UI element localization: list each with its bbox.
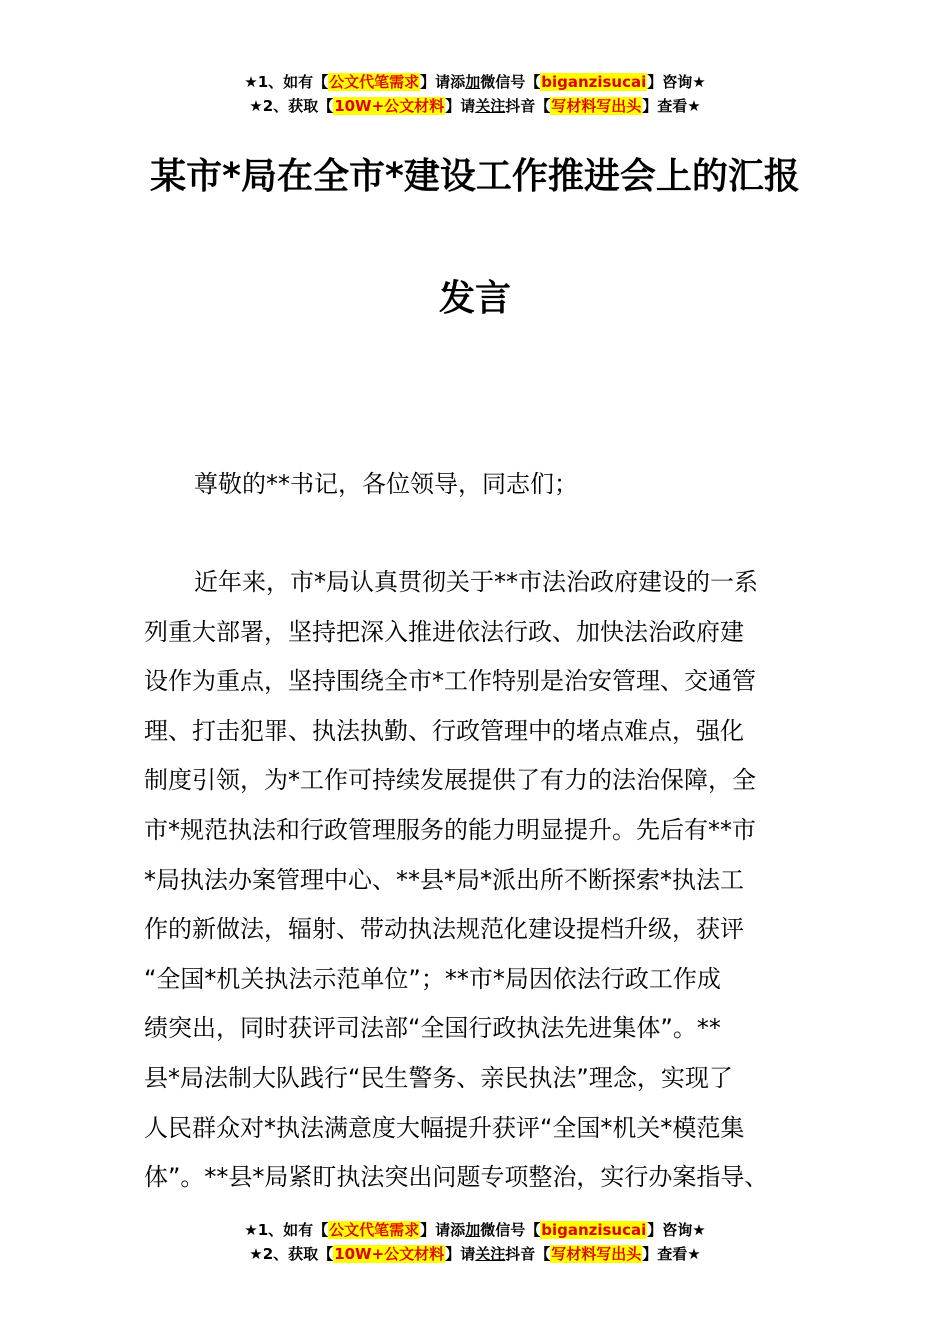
footer-banner — [0, 1218, 950, 1266]
body-paragraph — [144, 558, 824, 1203]
paragraph-line: 市*规范执法和行政管理服务的能力明显提升。先后有**市 — [144, 815, 756, 844]
highlight-wechat-id: biganzisucai — [541, 73, 647, 91]
paragraph-line: 理、打击犯罪、执法执勤、行政管理中的堵点难点，强化 — [144, 716, 744, 745]
paragraph-line: 近年来，市*局认真贯彻关于**市法治政府建设的一系 — [194, 568, 758, 596]
highlight-service: 公文代笔需求 — [329, 1221, 420, 1239]
highlight-wechat-id: biganzisucai — [541, 1221, 647, 1239]
paragraph-line: 人民群众对*执法满意度大幅提升获评“全国*机关*模范集 — [144, 1113, 745, 1142]
document-title-line-1: 某市*局在全市*建设工作推进会上的汇报 — [150, 156, 800, 197]
highlight-materials: 10W+公文材料 — [334, 1245, 445, 1263]
highlight-douyin: 写材料写出头 — [551, 97, 642, 115]
header-banner — [0, 70, 950, 118]
document-title-line-2: 发言 — [438, 278, 511, 319]
paragraph-line: “全国*机关执法示范单位”；**市*局因依法行政工作成 — [144, 964, 721, 993]
highlight-service: 公文代笔需求 — [329, 73, 420, 91]
paragraph-line: 设作为重点，坚持围绕全市*工作特别是治安管理、交通管 — [144, 667, 756, 696]
paragraph-line: 列重大部署，坚持把深入推进依法行政、加快法治政府建 — [144, 617, 744, 646]
banner-line-2: ★2、获取【10W+公文材料】请关注抖音【写材料写出头】查看★ — [249, 97, 701, 115]
paragraph-line: 作的新做法，辐射、带动执法规范化建设提档升级，获评 — [144, 915, 744, 944]
paragraph-line: 制度引领，为*工作可持续发展提供了有力的法治保障，全 — [144, 766, 756, 795]
banner-line-1: ★1、如有【公文代笔需求】请添加微信号【biganzisucai】咨询★ — [244, 73, 706, 91]
paragraph-line: *局执法办案管理中心、**县*局*派出所不断探索*执法工 — [144, 865, 744, 894]
paragraph-line: 县*局法制大队践行“民生警务、亲民执法”理念，实现了 — [144, 1063, 733, 1092]
paragraph-line: 绩突出，同时获评司法部“全国行政执法先进集体”。** — [144, 1014, 721, 1043]
banner-line-1: ★1、如有【公文代笔需求】请添加微信号【biganzisucai】咨询★ — [244, 1221, 706, 1239]
salutation: 尊敬的**书记，各位领导，同志们； — [194, 470, 578, 498]
banner-line-2: ★2、获取【10W+公文材料】请关注抖音【写材料写出头】查看★ — [249, 1245, 701, 1263]
highlight-materials: 10W+公文材料 — [334, 97, 445, 115]
paragraph-line: 体”。**县*局紧盯执法突出问题专项整治，实行办案指导、 — [144, 1163, 769, 1192]
highlight-douyin: 写材料写出头 — [551, 1245, 642, 1263]
